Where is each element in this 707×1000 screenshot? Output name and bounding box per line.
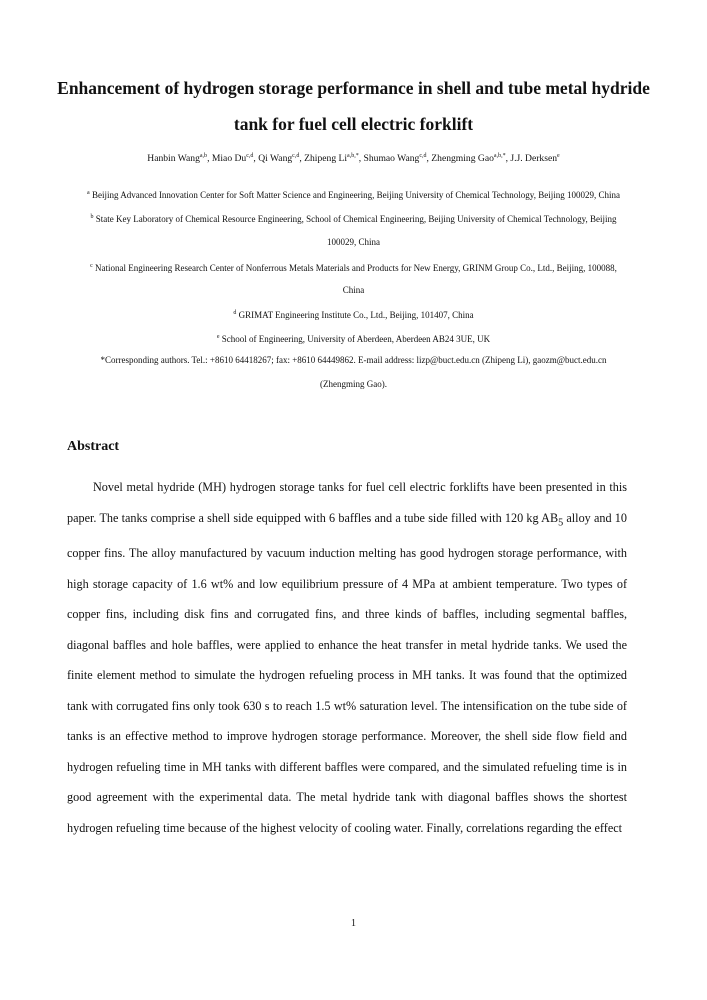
author-affil-sup: c,d	[419, 153, 427, 159]
author-separator: ,	[358, 153, 364, 165]
title-line-2: tank for fuel cell electric forklift	[233, 114, 474, 134]
author-name: Miao Du	[211, 153, 247, 165]
paper-title	[40, 70, 667, 142]
abstract-heading: Abstract	[67, 439, 120, 454]
page-number: 1	[351, 918, 356, 929]
abstract-text-part2: alloy and 10 copper fins. The alloy manufactured by vacuum induction melting has good hydrogen storage performance, with high storage capacity of 1.6 wt% and low equilibrium pressure of 4 MPa at ambient temperature. Two types of copper fins, including disk fins and corrugated fins, and three kinds of baffles, including segmental baffles, diagonal baffles and hole baffles, were applied to enhance the heat transfer in metal hydride tanks. We used the finite element method to simulate the hydrogen refueling process in MH tanks. It was found that the optimized tank with corrugated fins only took 630 s to reach 1.5 wt% saturation level. The intensification on the tube side of tanks is an effective method to improve hydrogen storage performance. Moreover, the shell side flow field and hydrogen refueling time in MH tanks with different baffles were compared, and the simulated refueling time is in good agreement with the experimental data. The metal hydride tank with diagonal baffles shows the shortest hydrogen refueling time because of the highest velocity of cooling water. Finally, correlations regarding the effect	[67, 510, 627, 835]
author-name: Zhipeng Li	[304, 153, 348, 165]
author-affil-sup: a,b,*	[347, 153, 359, 159]
author-name: Zhengming Gao	[431, 153, 494, 165]
author-name: Hanbin Wang	[147, 153, 200, 165]
affiliation-c-cont: China	[342, 285, 365, 295]
abstract-subscript: 5	[558, 516, 564, 528]
author-affil-sup: a,b,*	[493, 153, 506, 159]
abstract-text-part1: Novel metal hydride (MH) hydrogen storage tanks for fuel cell electric forklifts have been presented in this paper. The tanks comprise a shell side equipped with 6 baffles and a tube side filled with 120 kg AB	[67, 480, 627, 525]
abstract-body	[67, 472, 627, 843]
affiliation-b: $^b$ State Key Laboratory of Chemical Resource Engineering, School of Chemical Engineering, Beijing University of Chemical Technology, Beijing	[90, 214, 617, 224]
author-separator: ,	[207, 153, 212, 165]
author-separator: ,	[253, 153, 259, 165]
author-affil-sup: a,b	[199, 153, 208, 159]
affiliation-c: $^c$ National Engineering Research Center of Nonferrous Metals Materials and Products for New Energy, GRINM Group Co., Ltd., Beijing, 100088,	[90, 263, 617, 273]
affiliation-b-cont: 100029, China	[327, 237, 380, 247]
affiliation-e: $^e$ School of Engineering, University of Aberdeen, Aberdeen AB24 3UE, UK	[216, 334, 491, 344]
author-affil-sup: c,d	[246, 153, 254, 159]
author-name: Shumao Wang	[363, 153, 420, 165]
title-line-1: Enhancement of hydrogen storage performance in shell and tube metal hydride	[57, 78, 650, 98]
author-name: Qi Wang	[258, 153, 293, 165]
author-separator: ,	[426, 153, 432, 165]
author-separator: ,	[505, 153, 511, 165]
author-separator: ,	[299, 153, 305, 165]
affiliation-a: $^a$ Beijing Advanced Innovation Center for Soft Matter Science and Engineering, Beijing University of Chemical Technology, Beijing 100029, China	[87, 190, 620, 200]
author-affil-sup: c,d	[292, 153, 300, 159]
corresponding-authors-cont: (Zhengming Gao).	[320, 379, 387, 389]
corresponding-authors: *Corresponding authors. Tel.: +8610 64418267; fax: +8610 64449862. E-mail address: lizp@buct.edu.cn (Zhipeng Li), gaozm@buct.edu.cn	[100, 355, 607, 365]
affiliation-d: $^d$ GRIMAT Engineering Institute Co., Ltd., Beijing, 101407, China	[233, 310, 474, 320]
author-list	[40, 153, 667, 164]
author-name: J.J. Derksen	[510, 153, 558, 165]
author-affil-sup: e	[557, 153, 560, 159]
